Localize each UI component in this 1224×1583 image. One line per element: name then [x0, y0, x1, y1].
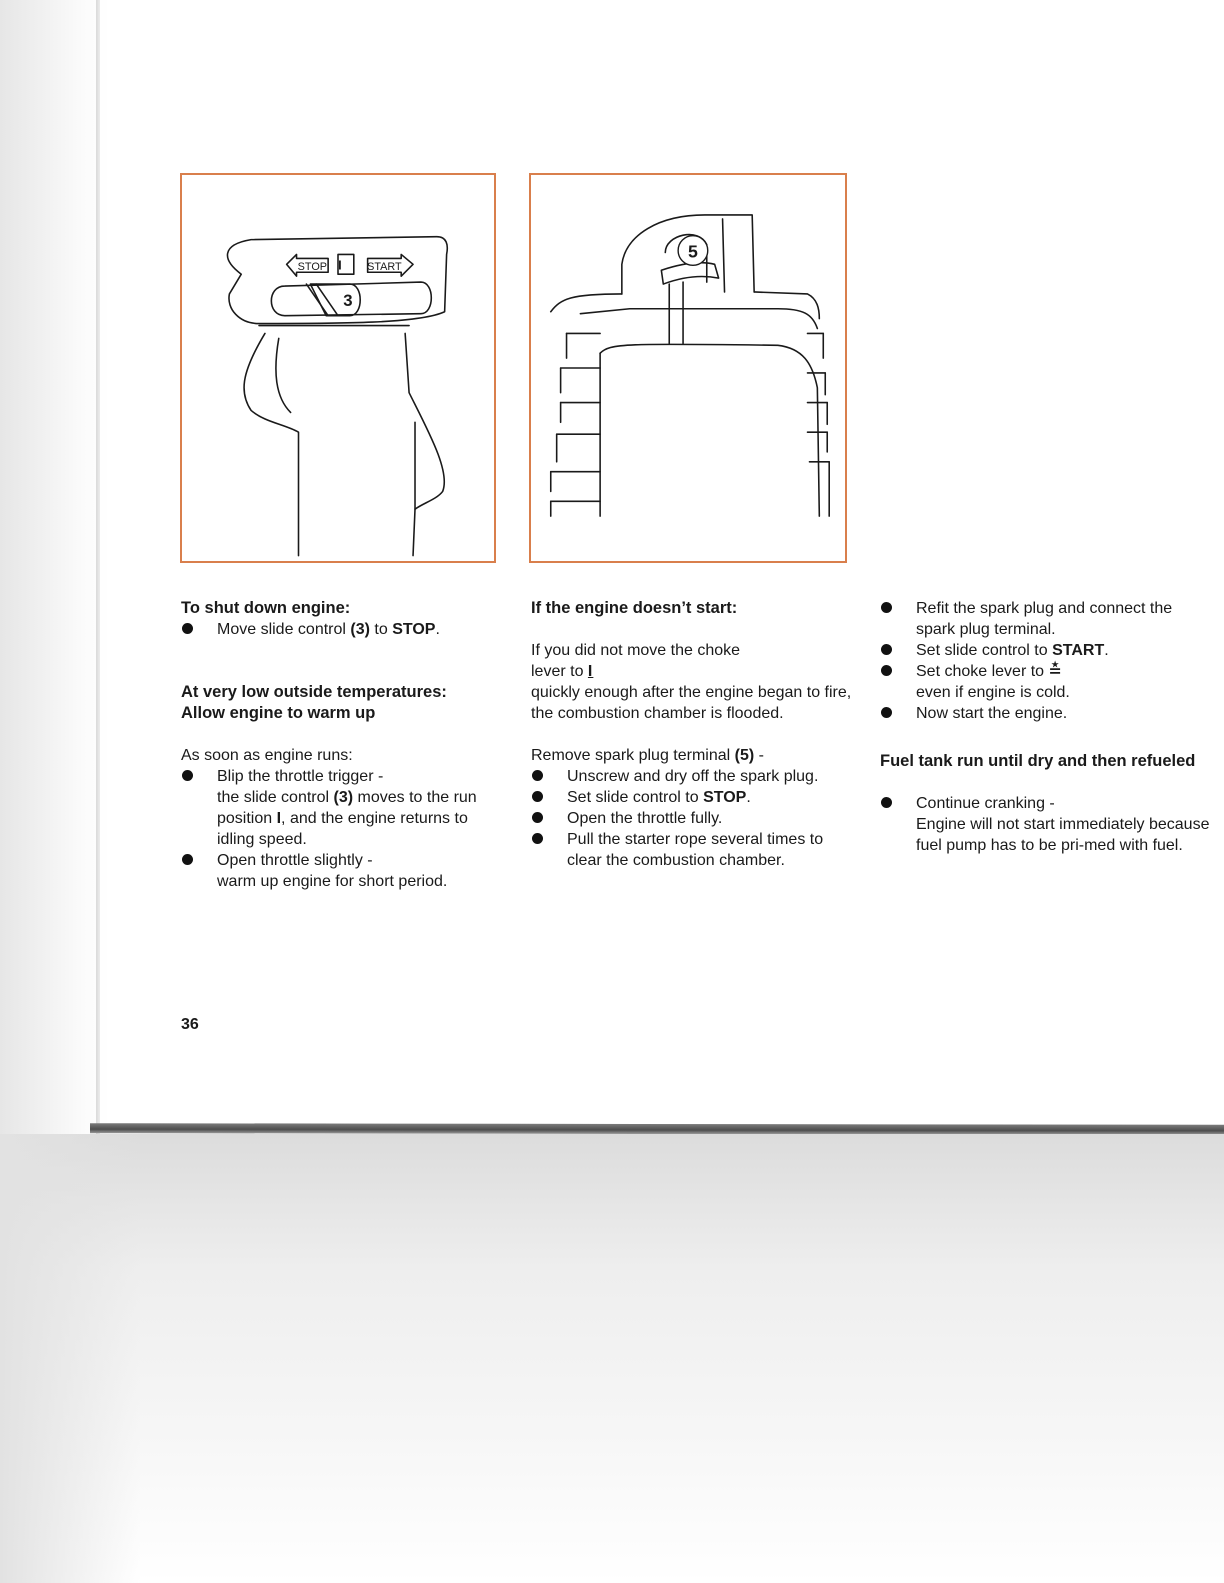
fin-edges-left: [551, 333, 567, 516]
set-start-bullet: [880, 640, 1210, 661]
slider-mark-1: [306, 284, 328, 316]
cold-heading-2: Allow engine to warm up: [181, 704, 376, 722]
gutter-line: [96, 0, 100, 1140]
handle-front: [405, 333, 444, 555]
set-stop-target: STOP: [703, 789, 747, 806]
set-stop-post: .: [746, 789, 751, 806]
shutdown-heading: To shut down engine:: [181, 599, 351, 617]
spacer: [531, 724, 856, 745]
choke-closed-icon: I: [587, 663, 594, 680]
set-stop-bullet: [531, 787, 856, 808]
trigger-curve: [276, 338, 291, 412]
plug-collar: [661, 263, 718, 284]
open-line2: warm up engine for short period.: [217, 873, 448, 890]
remove-ref: (5): [734, 747, 755, 764]
choke-para-rest: quickly enough after the engine began to fire, the combustion chamber is flooded.: [531, 684, 852, 722]
blip-post: moves to the run position: [217, 789, 477, 827]
shutdown-bullet: [181, 619, 501, 640]
spacer: [181, 640, 501, 682]
spacer: [880, 724, 1210, 751]
choke-open-icon: ≛: [1048, 663, 1063, 680]
block-right: [600, 344, 819, 516]
column-not-start: [531, 598, 856, 871]
run-label: I: [338, 257, 342, 273]
blip-run: I: [276, 810, 282, 827]
cold-heading-1: At very low outside temperatures:: [181, 683, 447, 701]
page-number: 36: [181, 1016, 199, 1033]
choke-para-line1: If you did not move the choke: [531, 642, 741, 659]
open-throttle-bullet: Open the throttle fully.: [531, 808, 856, 829]
shutdown-ref: (3): [350, 621, 370, 638]
choke-line2: even if engine is cold.: [916, 684, 1070, 701]
block-shoulder: [580, 309, 817, 329]
as-soon-text: As soon as engine runs:: [181, 747, 353, 764]
shutdown-target: STOP: [392, 621, 436, 638]
unscrew-bullet: Unscrew and dry off the spark plug.: [531, 766, 856, 787]
shutdown-mid: to: [369, 621, 393, 638]
handle-rear: [244, 333, 298, 555]
callout-5: 5: [687, 241, 698, 262]
handle-illustration: [182, 175, 494, 561]
continue-line1: Continue cranking -: [916, 795, 1055, 812]
remove-terminal-text: [531, 745, 856, 766]
choke-bullet: [880, 661, 1210, 703]
spacer: [181, 724, 501, 745]
book-spine-shadow: [0, 0, 110, 1140]
remove-pre: Remove spark plug terminal: [531, 747, 735, 764]
spacer: [880, 772, 1210, 793]
continue-bullet: [880, 793, 1210, 856]
callout-3: 3: [343, 290, 353, 310]
choke-lever-text: lever to: [531, 663, 584, 680]
column-shutdown: [181, 598, 501, 892]
background-below-page: [0, 1134, 1224, 1583]
choke-line1: [916, 661, 1210, 682]
figure-slide-control: [180, 173, 496, 563]
housing-outline: [227, 237, 447, 324]
blip-pre: the slide control: [217, 789, 334, 806]
spacer: [531, 619, 856, 640]
set-start-post: .: [1104, 642, 1109, 659]
choke-para-line2: [531, 661, 856, 682]
block-top: [551, 292, 820, 319]
fuel-heading: Fuel tank run until dry and then refueled: [880, 752, 1196, 770]
set-start-pre: Set slide control to: [916, 642, 1053, 659]
blip-line1: Blip the throttle trigger -: [217, 768, 384, 785]
background-shade: [0, 1134, 140, 1583]
slider-mark-2: [316, 284, 338, 316]
remove-post: -: [754, 747, 764, 764]
blip-bullet: [181, 766, 501, 850]
set-stop-pre: Set slide control to: [567, 789, 704, 806]
open-bullet: [181, 850, 501, 892]
open-line1: Open throttle slightly -: [217, 852, 373, 869]
blip-end: , and the engine returns to idling speed.: [217, 810, 468, 848]
set-start-target: START: [1052, 642, 1105, 659]
now-start-bullet: Now start the engine.: [880, 703, 1210, 724]
cover-edge: [723, 219, 725, 292]
column-refit: [880, 598, 1210, 856]
pull-rope-bullet: Pull the starter rope several times to clear the combustion chamber.: [531, 829, 856, 871]
spark-plug-illustration: [531, 175, 845, 561]
figure-spark-plug: [529, 173, 847, 563]
shutdown-text: Move slide control: [217, 621, 351, 638]
start-label: START: [367, 261, 402, 274]
choke-pre: Set choke lever to: [916, 663, 1045, 680]
blip-rest: [217, 787, 501, 850]
continue-rest: Engine will not start immediately because fuel pump has to be pri-med with fuel.: [916, 816, 1210, 854]
refit-bullet: Refit the spark plug and connect the spark plug terminal.: [880, 598, 1210, 640]
blip-ref: (3): [333, 789, 354, 806]
shutdown-post: .: [435, 621, 440, 638]
fins-left: [551, 333, 600, 501]
stop-label: STOP: [297, 261, 328, 274]
fin-edges-right: [823, 333, 829, 516]
not-start-heading: If the engine doesn’t start:: [531, 599, 738, 617]
